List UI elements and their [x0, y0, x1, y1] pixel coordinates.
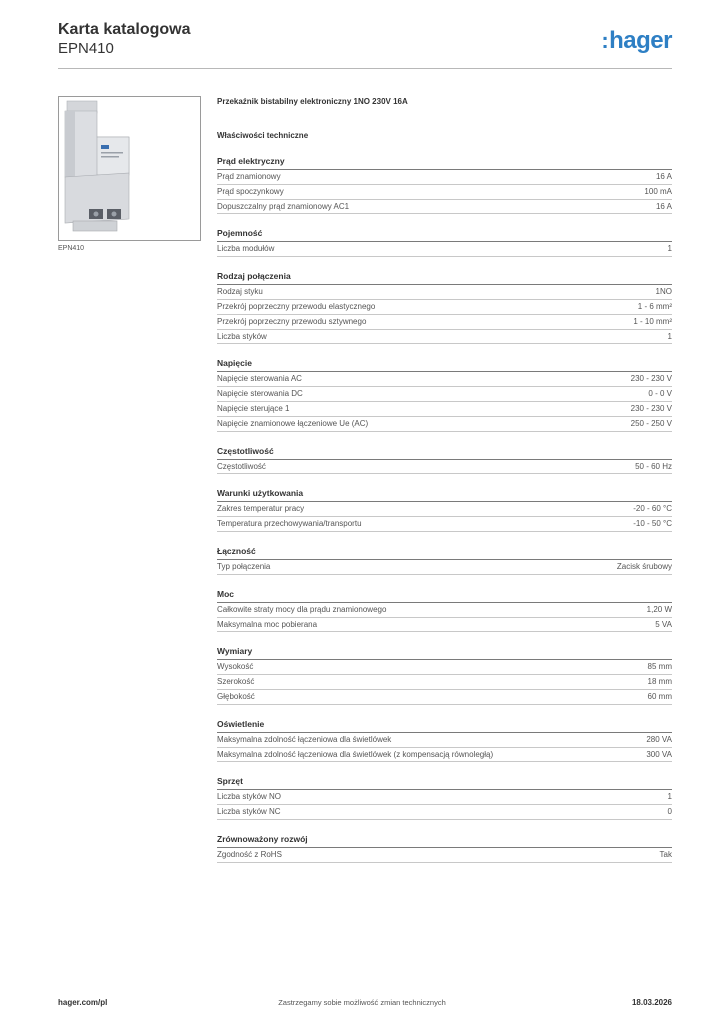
spec-value: 280 VA — [646, 734, 672, 744]
spec-group-title: Oświetlenie — [217, 719, 672, 733]
spec-label: Liczba styków NC — [217, 807, 281, 817]
spec-label: Zgodność z RoHS — [217, 849, 282, 859]
spec-row — [217, 517, 672, 532]
spec-value: 60 mm — [647, 691, 672, 701]
spec-group-lighting — [217, 719, 672, 763]
spec-group-connection-type — [217, 271, 672, 344]
spec-label: Napięcie sterowania DC — [217, 389, 303, 399]
spec-value: 1 - 6 mm² — [637, 301, 672, 311]
spec-row — [217, 185, 672, 200]
spec-row — [217, 372, 672, 387]
spec-value: 0 — [667, 807, 672, 817]
spec-value: 1,20 W — [646, 604, 672, 614]
spec-group-title: Łączność — [217, 546, 672, 560]
spec-label: Zakres temperatur pracy — [217, 504, 305, 514]
product-image-frame — [58, 96, 201, 241]
spec-group-operating-conditions — [217, 488, 672, 532]
spec-row — [217, 603, 672, 618]
spec-value: 0 - 0 V — [648, 389, 672, 399]
spec-value: 230 - 230 V — [630, 374, 672, 384]
spec-group-frequency — [217, 446, 672, 475]
spec-value: 100 mA — [644, 186, 672, 196]
spec-group-title: Rodzaj połączenia — [217, 271, 672, 285]
spec-row — [217, 402, 672, 417]
spec-value: 5 VA — [655, 619, 672, 629]
document-title: Karta katalogowa — [58, 21, 191, 38]
spec-group-title: Prąd elektryczny — [217, 156, 672, 170]
spec-label: Szerokość — [217, 677, 255, 687]
spec-value: 1 — [667, 792, 672, 802]
spec-group-power — [217, 589, 672, 633]
product-image-caption: EPN410 — [58, 245, 85, 252]
logo-dots-icon: : — [601, 28, 609, 53]
spec-group-title: Moc — [217, 589, 672, 603]
spec-value: 1 — [667, 331, 672, 341]
product-code: EPN410 — [58, 40, 114, 57]
spec-label: Częstotliwość — [217, 461, 266, 471]
spec-label: Typ połączenia — [217, 561, 271, 571]
spec-row — [217, 200, 672, 215]
spec-value: -20 - 60 °C — [633, 504, 672, 514]
spec-label: Maksymalna moc pobierana — [217, 619, 318, 629]
spec-group-sustainability — [217, 834, 672, 863]
spec-label: Głębokość — [217, 691, 255, 701]
spec-group-voltage — [217, 358, 672, 431]
footer-disclaimer: Zastrzegamy sobie możliwość zmian technicznych — [278, 998, 446, 1007]
spec-label: Liczba styków NO — [217, 792, 282, 802]
spec-label: Napięcie znamionowe łączeniowe Ue (AC) — [217, 418, 369, 428]
spec-label: Prąd znamionowy — [217, 172, 281, 181]
spec-row — [217, 502, 672, 517]
spec-row — [217, 460, 672, 475]
spec-value: Zacisk śrubowy — [616, 561, 672, 571]
spec-label: Liczba styków — [217, 331, 267, 341]
spec-row — [217, 790, 672, 805]
spec-content — [217, 96, 672, 863]
spec-label: Przekrój poprzeczny przewodu elastycznego — [217, 301, 376, 311]
spec-value: 1NO — [655, 287, 672, 297]
spec-value: 300 VA — [646, 749, 672, 759]
spec-row — [217, 618, 672, 633]
spec-label: Maksymalna zdolność łączeniowa dla świetlówek — [217, 734, 392, 744]
relay-device-icon — [59, 97, 200, 240]
spec-group-capacity — [217, 228, 672, 257]
spec-group-connectivity — [217, 546, 672, 575]
spec-group-title: Warunki użytkowania — [217, 488, 672, 502]
spec-row — [217, 330, 672, 345]
spec-label: Dopuszczalny prąd znamionowy AC1 — [217, 201, 350, 211]
spec-label: Prąd spoczynkowy — [217, 186, 284, 196]
spec-row — [217, 848, 672, 863]
spec-value: 85 mm — [647, 662, 672, 672]
spec-value: 16 A — [655, 172, 672, 181]
spec-value: 1 — [667, 244, 672, 254]
spec-group-title: Wymiary — [217, 646, 672, 660]
product-name: Przekaźnik bistabilny elektroniczny 1NO 230V 16A — [217, 97, 408, 106]
spec-row — [217, 285, 672, 300]
spec-row — [217, 387, 672, 402]
spec-group-title: Częstotliwość — [217, 446, 672, 460]
spec-label: Rodzaj styku — [217, 287, 263, 297]
footer-date: 18.03.2026 — [631, 998, 672, 1007]
spec-row — [217, 690, 672, 705]
spec-value: 250 - 250 V — [630, 418, 672, 428]
footer-website-link[interactable]: hager.com/pl — [58, 998, 108, 1007]
logo-wordmark: hager — [609, 27, 672, 54]
spec-label: Maksymalna zdolność łączeniowa dla świetlówek (z kompensacją równoległą) — [217, 749, 494, 759]
spec-group-title: Zrównoważony rozwój — [217, 834, 672, 848]
spec-label: Wysokość — [217, 662, 254, 672]
spec-row — [217, 242, 672, 257]
spec-label: Napięcie sterujące 1 — [217, 403, 290, 413]
spec-row — [217, 300, 672, 315]
spec-row — [217, 805, 672, 820]
spec-label: Napięcie sterowania AC — [217, 374, 302, 384]
spec-value: 50 - 60 Hz — [635, 461, 672, 471]
spec-group-title: Napięcie — [217, 358, 672, 372]
spec-value: Tak — [659, 849, 672, 859]
spec-group-current — [217, 156, 672, 214]
spec-row — [217, 660, 672, 675]
spec-value: -10 - 50 °C — [633, 519, 672, 529]
spec-group-title: Sprzęt — [217, 776, 672, 790]
spec-group-equipment — [217, 776, 672, 820]
spec-row — [217, 748, 672, 763]
spec-label: Temperatura przechowywania/transportu — [217, 519, 362, 529]
spec-row — [217, 733, 672, 748]
spec-value: 18 mm — [647, 677, 672, 687]
spec-row — [217, 417, 672, 432]
spec-row — [217, 675, 672, 690]
spec-row — [217, 315, 672, 330]
technical-properties-heading: Właściwości techniczne — [217, 131, 309, 140]
header-divider — [58, 68, 672, 69]
spec-row — [217, 560, 672, 575]
spec-row — [217, 170, 672, 185]
spec-label: Przekrój poprzeczny przewodu sztywnego — [217, 316, 367, 326]
document-header — [58, 20, 190, 58]
spec-label: Liczba modułów — [217, 244, 275, 254]
spec-value: 230 - 230 V — [630, 403, 672, 413]
spec-group-dimensions — [217, 646, 672, 704]
spec-group-title: Pojemność — [217, 228, 672, 242]
spec-label: Całkowite straty mocy dla prądu znamionowego — [217, 604, 387, 614]
hager-logo — [601, 28, 672, 54]
spec-value: 16 A — [655, 201, 672, 211]
spec-value: 1 - 10 mm² — [633, 316, 672, 326]
